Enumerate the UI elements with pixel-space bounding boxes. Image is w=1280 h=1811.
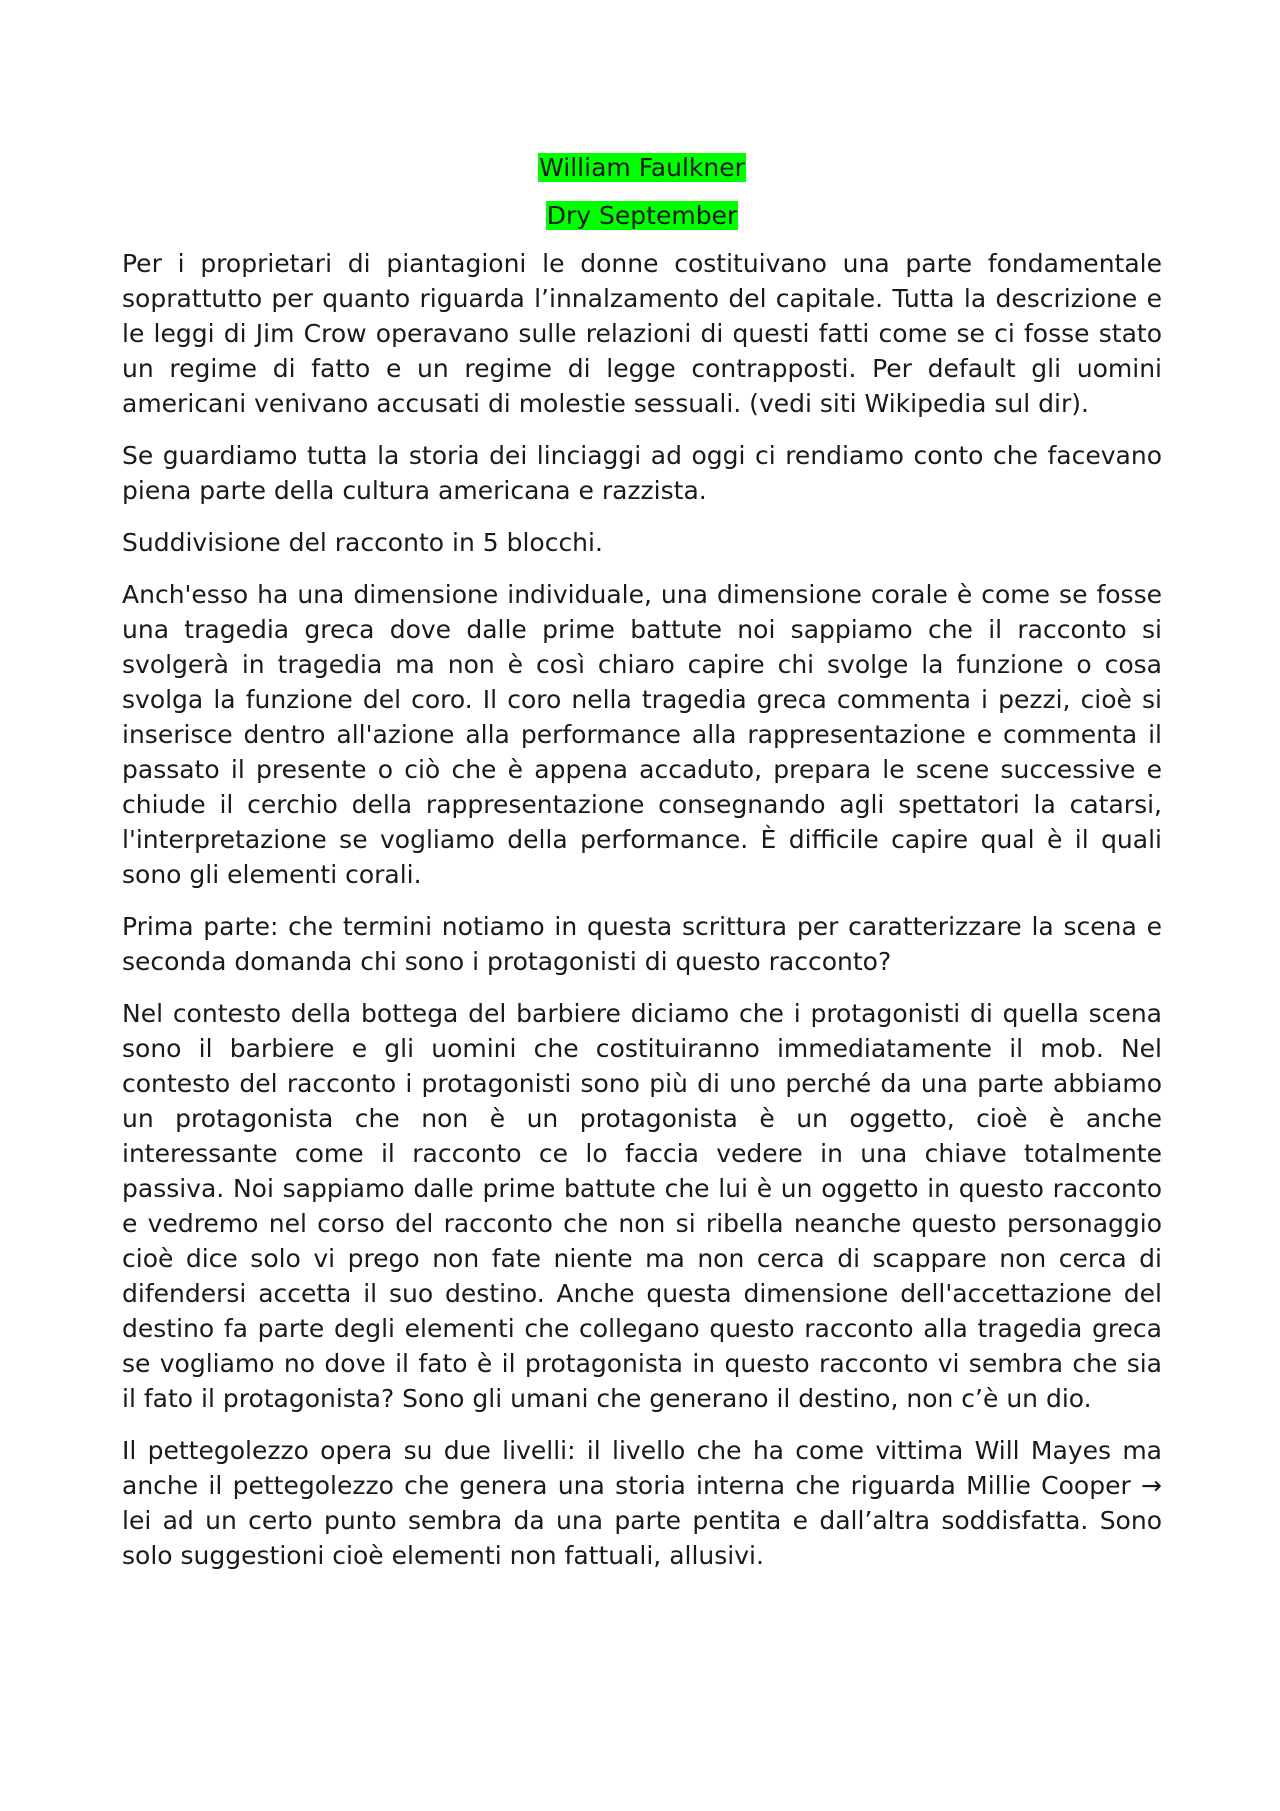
title-heading	[122, 198, 1162, 233]
paragraph-first-part-questions: Prima parte: che termini notiamo in questa scrittura per caratterizzare la scena e seconda domanda chi sono i protagonisti di questo racconto?	[122, 912, 1162, 976]
author-name: William Faulkner	[539, 153, 745, 182]
document-body	[122, 150, 1162, 1590]
paragraph-lynching-history: Se guardiamo tutta la storia dei linciaggi ad oggi ci rendiamo conto che facevano piena parte della cultura americana e razzista.	[122, 441, 1162, 505]
paragraph-protagonists: Nel contesto della bottega del barbiere diciamo che i protagonisti di quella scena sono il barbiere e gli uomini che costituiranno immediatamente il mob. Nel contesto del racconto i protagonisti sono più di uno perché da una parte abbiamo un protagonista che non è un protagonista è un oggetto, cioè è anche interessante come il racconto ce lo faccia vedere in una chiave totalmente passiva. Noi sappiamo dalle prime battute che lui è un oggetto in questo racconto e vedremo nel corso del racconto che non si ribella neanche questo personaggio cioè dice solo vi prego non fate niente ma non cerca di scappare non cerca di difendersi accetta il suo destino. Anche questa dimensione dell'accettazione del destino fa parte degli elementi che collegano questo racconto alla tragedia greca se vogliamo no dove il fato è il protagonista in questo racconto vi sembra che sia il fato il protagonista? Sono gli umani che generano il destino, non c’è un dio.	[122, 999, 1162, 1413]
author-heading	[122, 150, 1162, 185]
paragraph-gossip: Il pettegolezzo opera su due livelli: il livello che ha come vittima Will Mayes ma anche il pettegolezzo che genera una storia interna che riguarda Millie Cooper → lei ad un certo punto sembra da una parte pentita e dall’altra soddisfatta. Sono solo suggestioni cioè elementi non fattuali, allusivi.	[122, 1436, 1162, 1570]
paragraph-plantations: Per i proprietari di piantagioni le donne costituivano una parte fondamentale soprattutto per quanto riguarda l’innalzamento del capitale. Tutta la descrizione e le leggi di Jim Crow operavano sulle relazioni di questi fatti come se ci fosse stato un regime di fatto e un regime di legge contrapposti. Per default gli uomini americani venivano accusati di molestie sessuali. (vedi siti Wikipedia sul dir).	[122, 249, 1162, 418]
paragraph-greek-tragedy: Anch'esso ha una dimensione individuale, una dimensione corale è come se fosse una tragedia greca dove dalle prime battute noi sappiamo che il racconto si svolgerà in tragedia ma non è così chiaro capire chi svolge la funzione o cosa svolga la funzione del coro. Il coro nella tragedia greca commenta i pezzi, cioè si inserisce dentro all'azione alla performance alla rappresentazione e commenta il passato il presente o ciò che è appena accaduto, prepara le scene successive e chiude il cerchio della rappresentazione consegnando agli spettatori la catarsi, l'interpretazione se vogliamo della performance. È difficile capire qual è il quali sono gli elementi corali.	[122, 580, 1162, 889]
story-title: Dry September	[546, 201, 738, 230]
paragraph-story-blocks: Suddivisione del racconto in 5 blocchi.	[122, 528, 603, 557]
